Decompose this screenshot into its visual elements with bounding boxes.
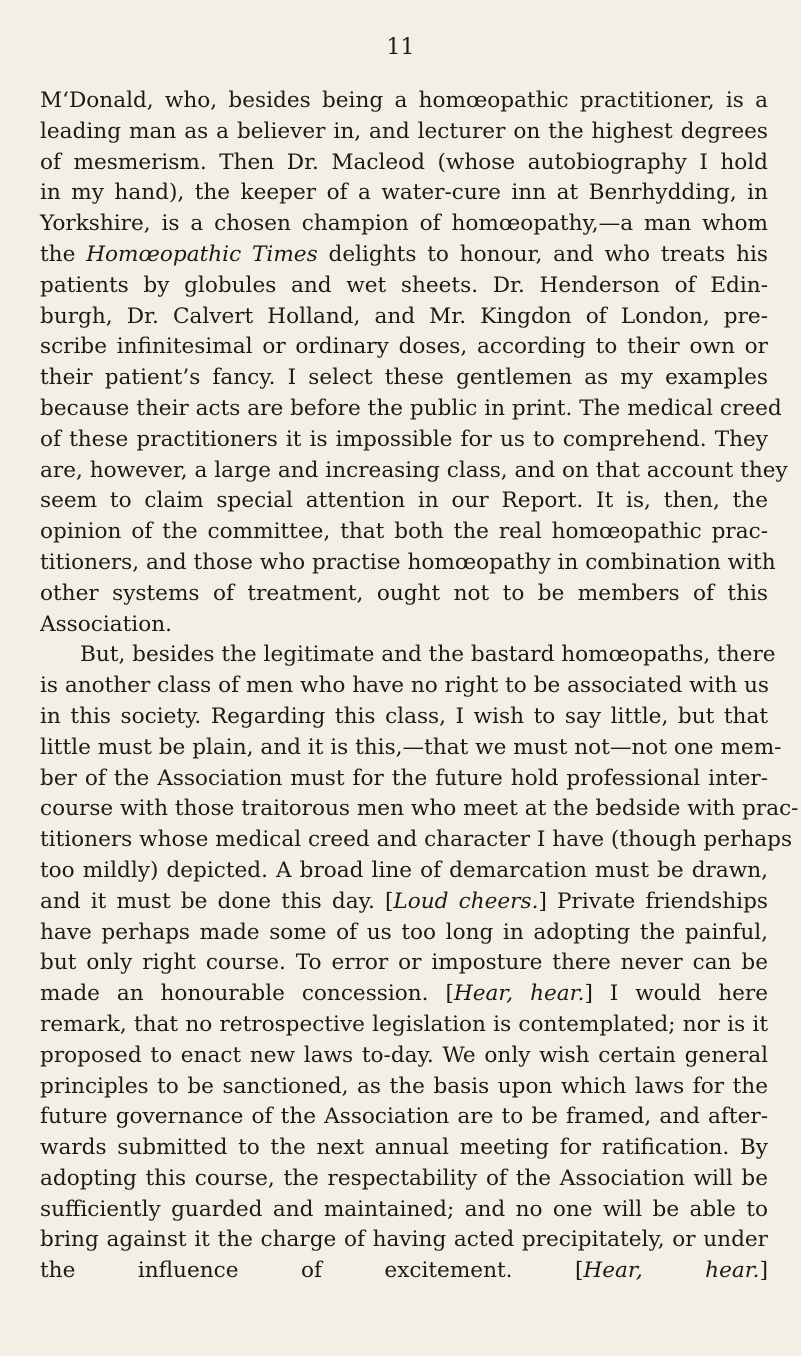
text-segment: is another class of men who have no right to be associated with us xyxy=(40,673,770,699)
text-segment: because their acts are before the public in print. The medical creed xyxy=(40,395,782,421)
text-line xyxy=(40,1133,768,1164)
italic-text: Loud cheers. xyxy=(393,888,539,914)
text-segment: ] Private friendships xyxy=(538,888,768,914)
text-line xyxy=(40,240,768,271)
text-line xyxy=(40,918,768,949)
text-segment: are, however, a large and increasing class, and on that account they xyxy=(40,457,788,483)
text-line xyxy=(40,394,782,425)
text-line xyxy=(40,1041,768,1072)
text-line xyxy=(40,733,782,764)
text-segment: ] xyxy=(759,1258,768,1284)
text-segment: titioners whose medical creed and character I have (though perhaps xyxy=(40,827,793,853)
text-line xyxy=(40,794,799,825)
text-line xyxy=(40,456,788,487)
italic-text: Hear, hear. xyxy=(453,981,585,1007)
text-line xyxy=(40,271,768,302)
text-segment: bring against it the charge of having acted precipitately, or under xyxy=(40,1227,768,1253)
text-line xyxy=(40,209,768,240)
text-segment: of these practitioners it is impossible for us to comprehend. They xyxy=(40,426,768,452)
text-line xyxy=(40,178,768,209)
text-segment: ] I would here xyxy=(584,981,768,1007)
text-segment: their patient’s fancy. I select these gentlemen as my examples xyxy=(40,365,768,391)
text-segment: the xyxy=(40,241,87,267)
text-segment: have perhaps made some of us too long in adopting the painful, xyxy=(40,919,768,945)
text-segment: wards submitted to the next annual meeting for ratification. By xyxy=(40,1135,768,1161)
text-segment: Yorkshire, is a chosen champion of homœopathy,—a man whom xyxy=(40,211,768,237)
text-line xyxy=(40,117,768,148)
text-line xyxy=(40,86,768,117)
text-line xyxy=(40,486,768,517)
text-line xyxy=(40,948,768,979)
text-line xyxy=(40,1102,768,1133)
text-segment: in this society. Regarding this class, I wish to say little, but that xyxy=(40,703,768,729)
italic-text: Homœopathic Times xyxy=(86,241,318,267)
text-segment: remark, that no retrospective legislation is contemplated; nor is it xyxy=(40,1011,768,1037)
italic-text: Hear, hear. xyxy=(583,1258,760,1284)
text-line xyxy=(40,764,768,795)
text-segment: principles to be sanctioned, as the basis upon which laws for the xyxy=(40,1073,768,1099)
text-segment: sufficiently guarded and maintained; and no one will be able to xyxy=(40,1196,768,1222)
text-line xyxy=(40,302,768,333)
text-segment: adopting this course, the respectability of the Association will be xyxy=(40,1165,768,1191)
text-line xyxy=(40,979,768,1010)
text-segment: of mesmerism. Then Dr. Macleod (whose autobiography I hold xyxy=(40,149,768,175)
text-segment: little must be plain, and it is this,—that we must not—not one mem- xyxy=(40,734,782,760)
text-line xyxy=(40,1164,768,1195)
text-line xyxy=(40,671,768,702)
text-line xyxy=(40,517,768,548)
text-line xyxy=(40,1225,768,1256)
text-segment: delights to honour, and who treats his xyxy=(317,241,768,267)
text-line xyxy=(40,548,776,579)
text-line xyxy=(40,825,793,856)
text-segment: made an honourable concession. [ xyxy=(40,981,454,1007)
text-segment: scribe infinitesimal or ordinary doses, according to their own or xyxy=(40,334,768,360)
text-line xyxy=(40,887,768,918)
text-line xyxy=(40,148,768,179)
text-segment: other systems of treatment, ought not to be members of this xyxy=(40,580,768,606)
text-line xyxy=(40,1195,768,1226)
text-line xyxy=(40,363,768,394)
text-segment: future governance of the Association are to be framed, and after- xyxy=(40,1104,768,1130)
text-segment: seem to claim special attention in our Report. It is, then, the xyxy=(40,488,768,514)
text-segment: titioners, and those who practise homœopathy in combination with xyxy=(40,549,776,575)
text-segment: proposed to enact new laws to-day. We only wish certain general xyxy=(40,1042,768,1068)
text-segment: Association. xyxy=(40,611,172,637)
text-segment: ber of the Association must for the future hold professional inter- xyxy=(40,765,768,791)
text-line xyxy=(40,425,768,456)
text-segment: in my hand), the keeper of a water-cure inn at Benrhydding, in xyxy=(40,180,768,206)
text-segment: patients by globules and wet sheets. Dr. Henderson of Edin- xyxy=(40,272,768,298)
text-line xyxy=(40,1010,768,1041)
text-segment: course with those traitorous men who meet at the bedside with prac- xyxy=(40,796,799,822)
text-segment: opinion of the committee, that both the real homœopathic prac- xyxy=(40,519,768,545)
text-segment: too mildly) depicted. A broad line of demarcation must be drawn, xyxy=(40,857,768,883)
text-segment: the influence of excitement. [ xyxy=(40,1258,584,1284)
text-segment: but only right course. To error or imposture there never can be xyxy=(40,950,768,976)
text-line xyxy=(40,640,776,671)
page-number: 11 xyxy=(386,35,415,60)
text-segment: But, besides the legitimate and the bastard homœopaths, there xyxy=(80,642,776,668)
text-line xyxy=(40,856,768,887)
text-segment: M‘Donald, who, besides being a homœopathic practitioner, is a xyxy=(40,88,768,113)
text-line xyxy=(40,702,768,733)
text-line xyxy=(40,332,768,363)
text-line xyxy=(40,610,768,641)
text-line xyxy=(40,579,768,610)
text-segment: leading man as a believer in, and lecturer on the highest degrees xyxy=(40,118,768,144)
body-text xyxy=(40,86,799,1287)
text-segment: burgh, Dr. Calvert Holland, and Mr. Kingdon of London, pre- xyxy=(40,303,768,329)
text-line xyxy=(40,1072,768,1103)
text-segment: and it must be done this day. [ xyxy=(40,888,394,914)
text-line xyxy=(40,1256,768,1287)
